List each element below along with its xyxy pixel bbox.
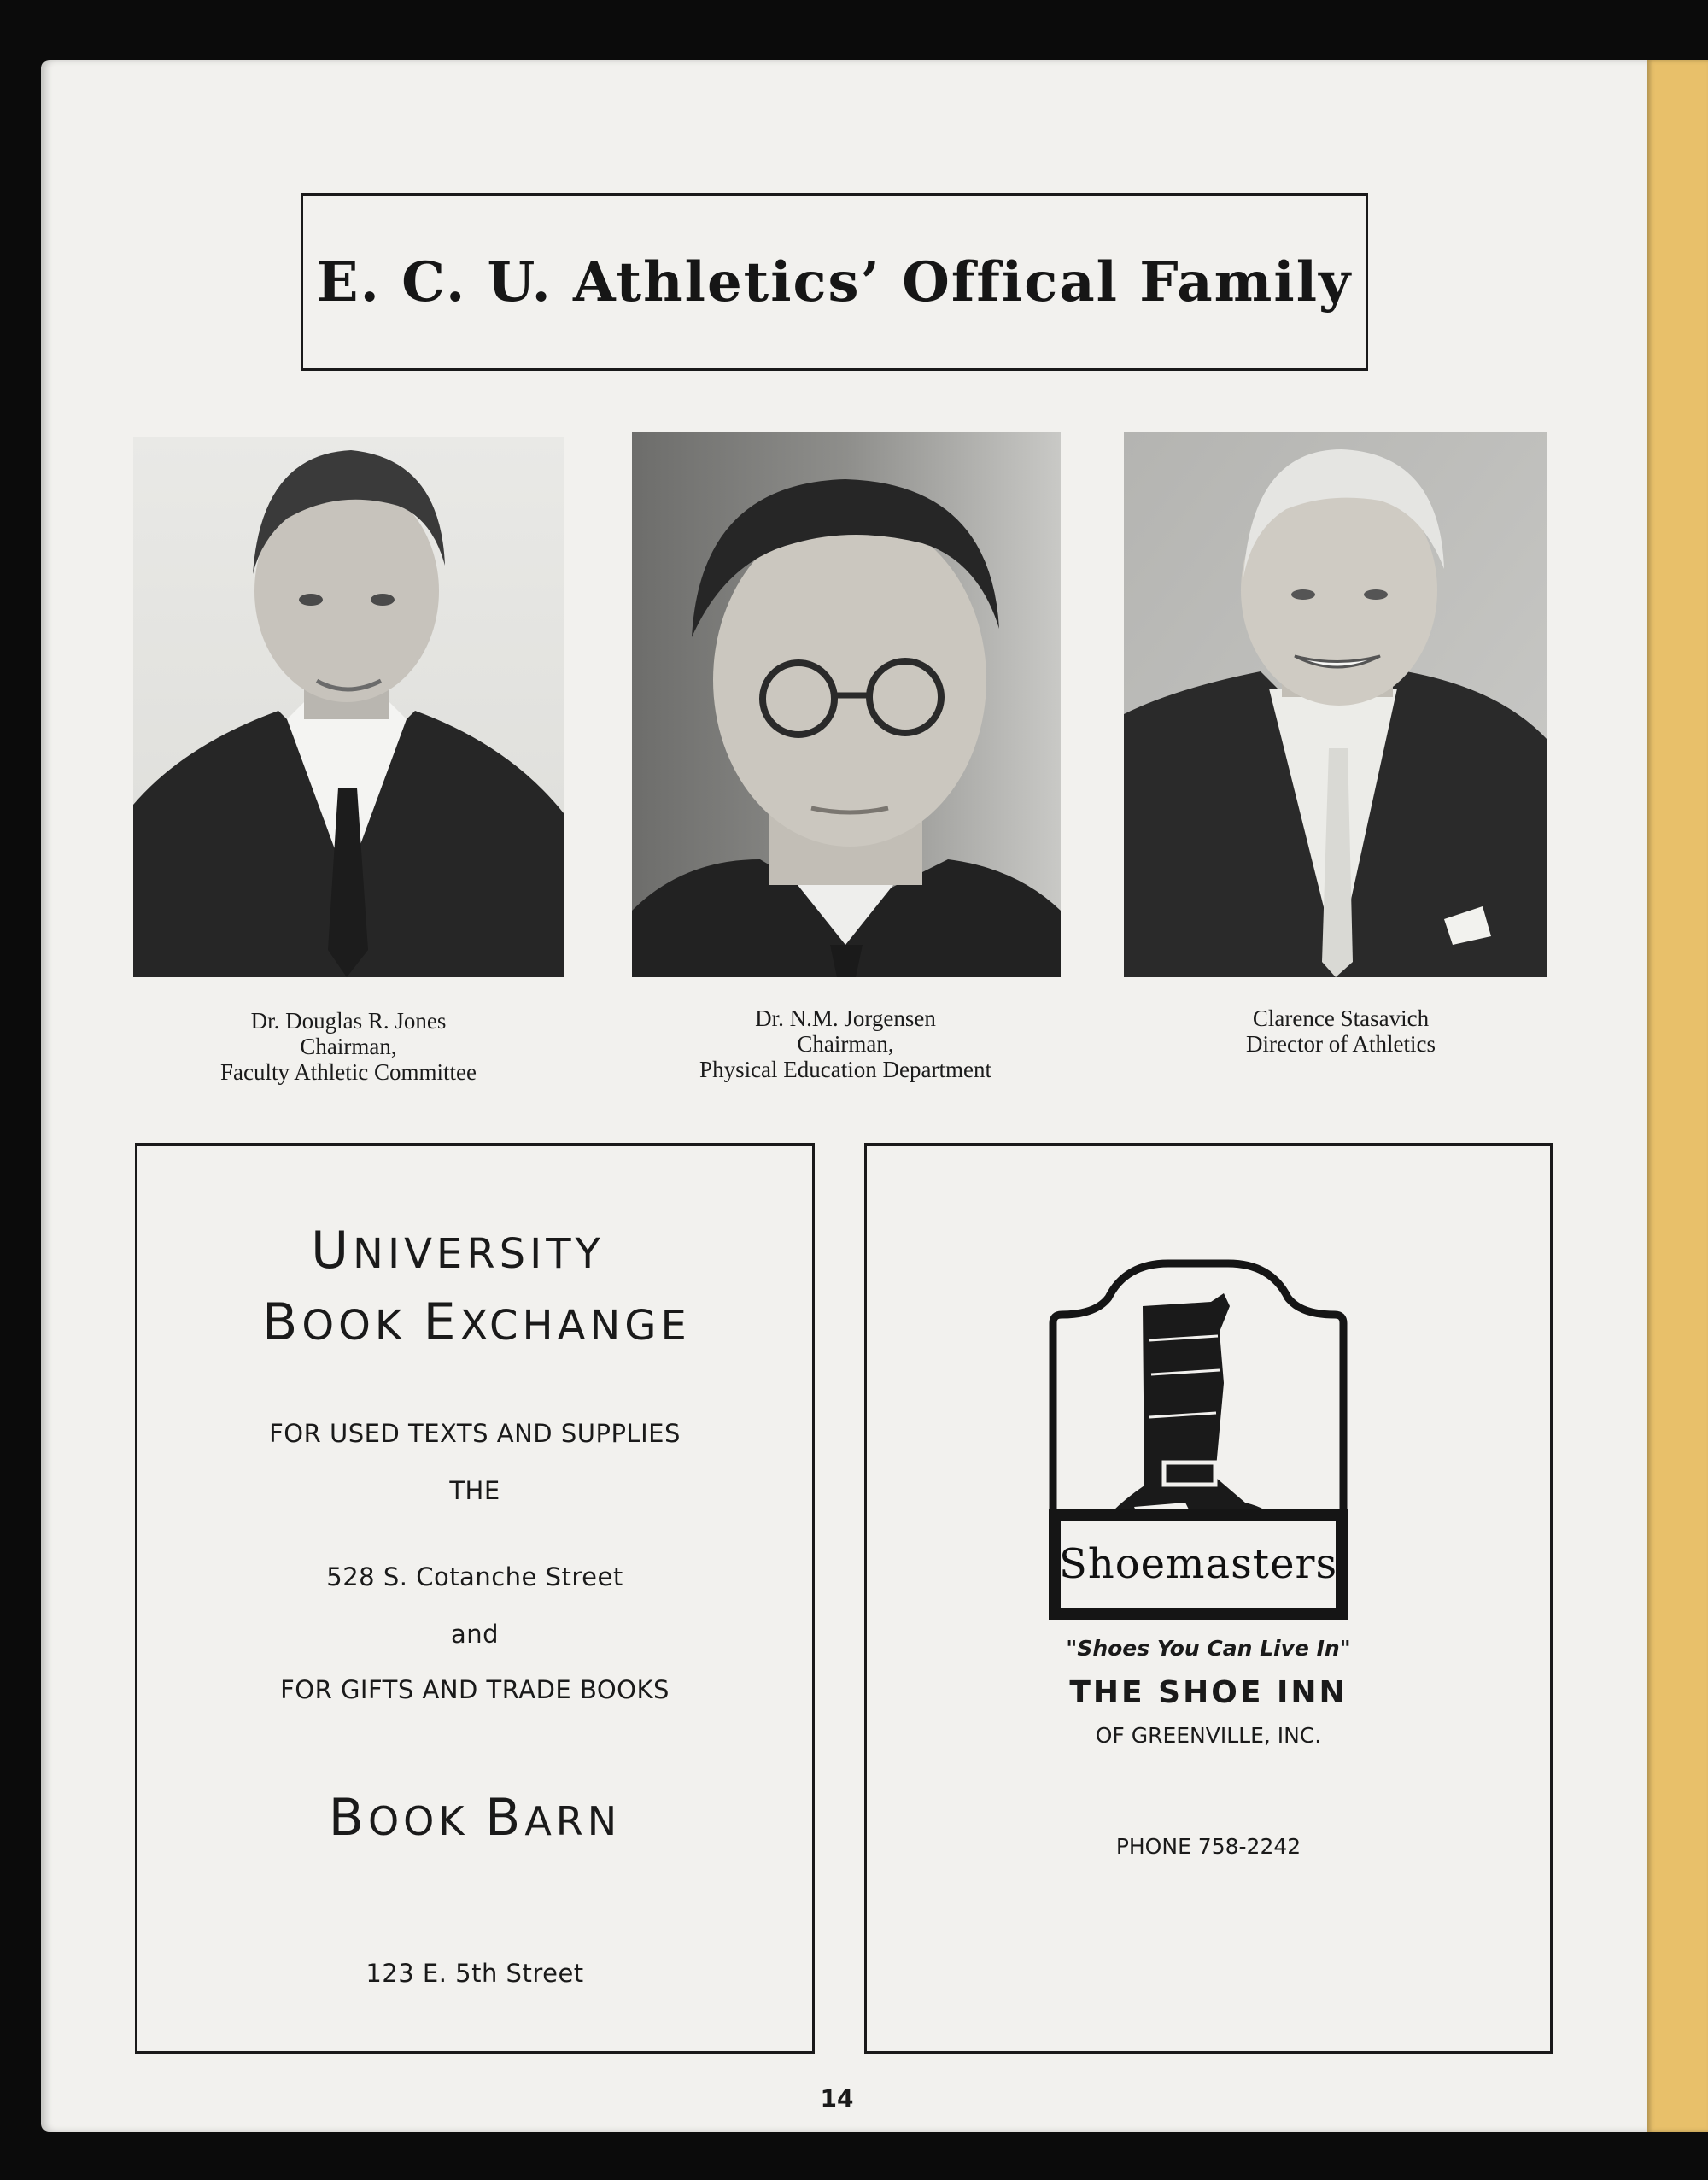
official-title: Chairman, bbox=[797, 1031, 894, 1057]
official-title: Faculty Athletic Committee bbox=[220, 1059, 477, 1085]
ad-heading-book-barn: BOOK BARN bbox=[328, 1788, 622, 1848]
caption-clarence-stasavich bbox=[1127, 1005, 1554, 1057]
ad-heading-line1: UNIVERSITY bbox=[311, 1221, 605, 1280]
photo-nm-jorgensen bbox=[632, 432, 1061, 977]
official-title: Chairman, bbox=[300, 1034, 397, 1059]
photo-clarence-stasavich bbox=[1124, 432, 1547, 977]
ad-shoe-inn bbox=[864, 1143, 1553, 2054]
shoe-phone: PHONE 758-2242 bbox=[1115, 1834, 1301, 1859]
ad-line-used-texts: FOR USED TEXTS AND SUPPLIES bbox=[269, 1419, 681, 1448]
official-name: Dr. Douglas R. Jones bbox=[250, 1008, 447, 1034]
ad-line-gifts: FOR GIFTS AND TRADE BOOKS bbox=[280, 1675, 670, 1704]
caption-nm-jorgensen bbox=[632, 1005, 1059, 1082]
shoe-store-subtitle: OF GREENVILLE, INC. bbox=[1095, 1723, 1322, 1748]
page-title: E. C. U. Athletics’ Offical Family bbox=[316, 249, 1353, 314]
official-name: Clarence Stasavich bbox=[1252, 1005, 1430, 1031]
official-name: Dr. N.M. Jorgensen bbox=[755, 1005, 936, 1031]
title-box bbox=[301, 193, 1368, 371]
shoe-store-name: THE SHOE INN bbox=[1069, 1675, 1348, 1710]
official-title: Director of Athletics bbox=[1246, 1031, 1436, 1057]
ad-address-5th-street: 123 E. 5th Street bbox=[366, 1959, 584, 1988]
ad-line-the: THE bbox=[449, 1476, 500, 1505]
page-number: 14 bbox=[820, 2084, 854, 2113]
shoe-slogan: "Shoes You Can Live In" bbox=[1066, 1636, 1351, 1661]
ad-university-book-exchange bbox=[135, 1143, 815, 2054]
logo-text: Shoemasters bbox=[1058, 1540, 1338, 1588]
logo-banner bbox=[1049, 1509, 1348, 1620]
ad-address-cotanche: 528 S. Cotanche Street bbox=[326, 1562, 623, 1591]
caption-douglas-jones bbox=[135, 1008, 562, 1085]
official-title: Physical Education Department bbox=[699, 1057, 991, 1082]
ad-heading-line2: BOOK EXCHANGE bbox=[262, 1292, 691, 1352]
ad-line-and: and bbox=[450, 1620, 500, 1649]
next-page-edge bbox=[1647, 60, 1708, 2132]
photo-douglas-jones bbox=[133, 437, 564, 977]
